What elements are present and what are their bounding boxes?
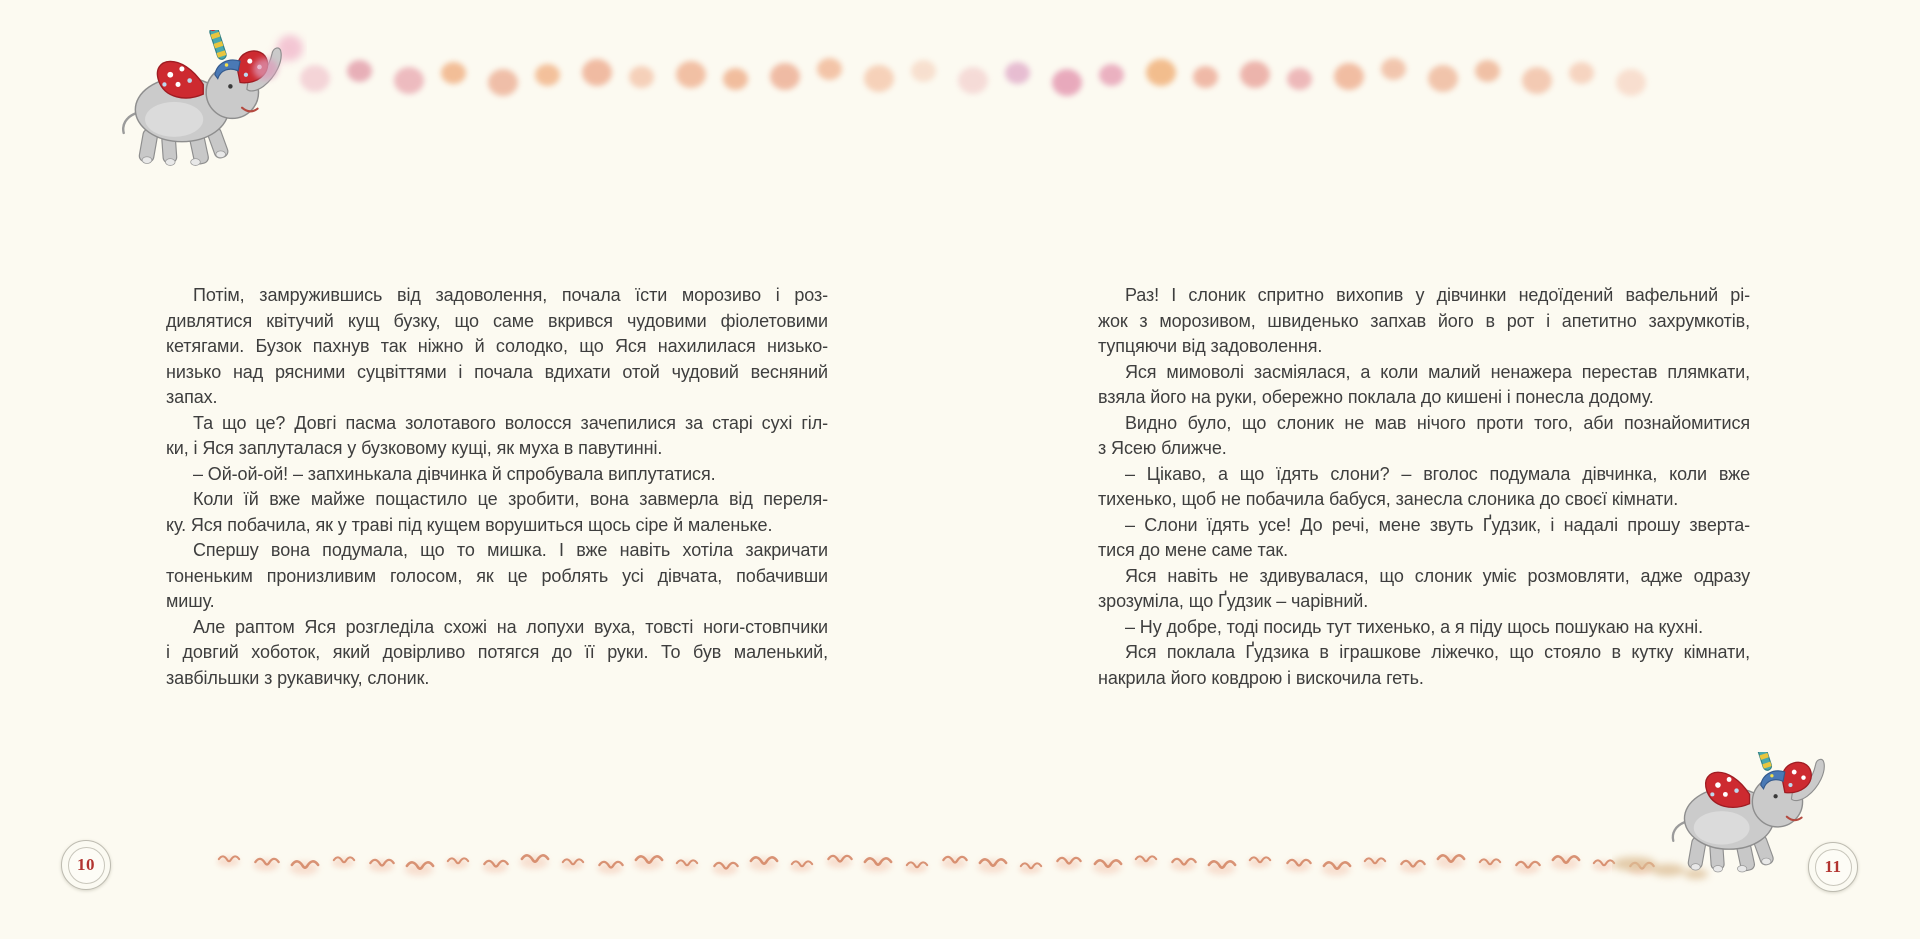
watercolor-mark (1399, 855, 1428, 874)
text-line: ку. Яся побачила, як у траві під кущем ворушиться щось сіре й маленьке. (166, 514, 773, 535)
watercolor-dot (394, 67, 424, 94)
watercolor-mark (675, 856, 701, 873)
watercolor-mark (560, 855, 586, 872)
text-line: Але раптом Яся розгледіла схожі на лопухи вуха, товсті ноги-стовпчики (193, 616, 828, 637)
watercolor-dot (1146, 59, 1176, 86)
watercolor-mark (1018, 859, 1044, 876)
watercolor-mark (253, 853, 282, 872)
watercolor-dot (723, 68, 748, 90)
watercolor-dot (629, 66, 654, 88)
watercolor-mark (633, 850, 666, 872)
watercolor-mark (711, 857, 740, 876)
text-line: низько над рясними суцвіттями і почала вдихати отой чудовий весняний (166, 361, 828, 382)
watercolor-mark (331, 853, 357, 870)
page-number-right (1808, 842, 1858, 892)
watercolor-dot (911, 60, 936, 82)
watercolor-dot (1616, 69, 1646, 96)
text-line: тися до мене саме так. (1098, 540, 1289, 560)
watercolor-dot (1240, 61, 1270, 88)
text-line: з Ясею ближче. (1098, 438, 1227, 458)
watercolor-mark (977, 853, 1010, 875)
watercolor-dot (1569, 62, 1594, 84)
watercolor-mark (862, 852, 895, 874)
watercolor-mark (1513, 856, 1542, 875)
watercolor-dot (864, 65, 894, 92)
watercolor-mark (445, 854, 471, 871)
text-line: Потім, замружившись від задоволення, почала їсти морозиво і роз- (193, 285, 828, 305)
text-line: і довгий хоботок, який довірливо потягся до її руки. То був маленький, (166, 642, 828, 662)
watercolor-mark (1284, 854, 1313, 873)
text-line: дивлятися квітучий кущ бузку, що саме вкрився чудовими фіолетовими (166, 310, 828, 331)
text-line: зрозуміла, що Ґудзик – чарівний. (1098, 591, 1369, 611)
watercolor-dot (1381, 58, 1406, 80)
text-line: завбільшки з рукавичку, слоник. (166, 667, 430, 688)
watercolor-dot (817, 58, 842, 80)
text-line: Та що це? Довгі пасма золотавого волосся зачепилися за старі сухі гіл- (193, 412, 828, 433)
text-line: кетягами. Бузок пахнув так ніжно й солодко, що Яся нахилилася низько- (166, 336, 828, 356)
text-line: запах. (166, 387, 218, 407)
watercolor-mark (518, 849, 551, 871)
watercolor-mark (1091, 854, 1124, 876)
watercolor-dot (958, 67, 988, 94)
page-number-left-value: 10 (68, 847, 105, 884)
elephant-illustration-bottom-right (1612, 752, 1832, 892)
text-line: Спершу вона подумала, що то мишка. І вже навіть хотіла закричати (193, 540, 828, 560)
watercolor-mark (1248, 853, 1274, 870)
watercolor-dot (535, 64, 560, 86)
watercolor-dot (676, 61, 706, 88)
watercolor-mark (404, 856, 437, 878)
watercolor-mark (1169, 853, 1198, 872)
text-line: Яся навіть не здивувалася, що слоник уміє розмовляти, адже одразу (1125, 565, 1750, 586)
watercolor-mark (1477, 855, 1503, 872)
watercolor-mark (482, 855, 511, 874)
watercolor-dot (1193, 66, 1218, 88)
watercolor-mark (1133, 852, 1159, 869)
text-line: – Ой-ой-ой! – запхинькала дівчинка й спробувала виплутатися. (193, 463, 716, 484)
watercolor-mark (596, 856, 625, 875)
watercolor-dot (488, 69, 518, 96)
watercolor-dot (770, 63, 800, 90)
watercolor-mark (1435, 849, 1468, 871)
watercolor-mark (216, 852, 242, 869)
watercolor-dot (441, 62, 466, 84)
text-line: – Цікаво, а що їдять слони? – вголос подумала дівчинка, коли вже (1125, 463, 1750, 484)
watercolor-mark (289, 855, 322, 877)
text-line: мишу. (166, 591, 215, 611)
text-line: тихенько, щоб не побачила бабуся, занесла слоника до своєї кімнати. (1098, 489, 1679, 509)
watercolor-mark (1055, 852, 1084, 871)
text-line: ки, і Яся заплуталася у бузковому кущі, як муха в павутинні. (166, 438, 663, 458)
watercolor-mark (940, 851, 969, 870)
watercolor-mark (1362, 854, 1388, 871)
watercolor-mark (1320, 856, 1353, 878)
text-line: – Слони їдять усе! До речі, мене звуть Ґудзик, і надалі прошу зверта- (1125, 514, 1750, 535)
left-page-text (166, 283, 828, 691)
watercolor-mark (367, 854, 396, 873)
right-page-text (1098, 283, 1750, 691)
watercolor-mark (1206, 855, 1239, 877)
watercolor-dot (1475, 60, 1500, 82)
text-line: Видно було, що слоник не мав нічого проти того, аби познайомитися (1125, 412, 1750, 433)
watercolor-dot (582, 59, 612, 86)
text-line: Раз! І слоник спритно вихопив у дівчинки недоїдений вафельний рі- (1125, 285, 1750, 305)
watercolor-dot (1099, 64, 1124, 86)
text-line: накрила його ковдрою і вискочила геть. (1098, 667, 1424, 688)
watercolor-dot (1334, 63, 1364, 90)
text-line: – Ну добре, тоді посидь тут тихенько, а я піду щось пошукаю на кухні. (1125, 616, 1703, 637)
text-line: Коли їй вже майже пощастило це зробити, вона завмерла від переля- (193, 489, 828, 509)
watercolor-dot (1052, 69, 1082, 96)
watercolor-mark (747, 851, 780, 873)
watercolor-dot (1287, 68, 1312, 90)
watercolor-mark (789, 857, 815, 874)
watercolor-mark (826, 850, 855, 869)
watercolor-mark (904, 858, 930, 875)
watercolor-dot (1522, 67, 1552, 94)
watercolor-mark (1550, 850, 1583, 872)
page-number-left (61, 840, 111, 890)
elephant-illustration-top-left (112, 30, 307, 178)
watercolor-dot (1005, 62, 1030, 84)
text-line: тоненьким пронизливим голосом, як це роблять усі дівчата, побачивши (166, 565, 828, 586)
text-line: Яся мимоволі засміялася, а коли малий ненажера перестав плямкати, (1125, 361, 1750, 382)
text-line: взяла його на руки, обережно поклала до кишені і понесла додому. (1098, 387, 1654, 407)
text-line: жок з морозивом, швиденько запхав його в рот і апетитно захрумкотів, (1098, 310, 1750, 331)
page-number-right-value: 11 (1815, 849, 1852, 886)
text-line: тупцяючи від задоволення. (1098, 336, 1323, 356)
watercolor-dot (347, 60, 372, 82)
watercolor-dot (1428, 65, 1458, 92)
text-line: Яся поклала Ґудзика в іграшкове ліжечко, що стояло в кутку кімнати, (1125, 642, 1750, 662)
